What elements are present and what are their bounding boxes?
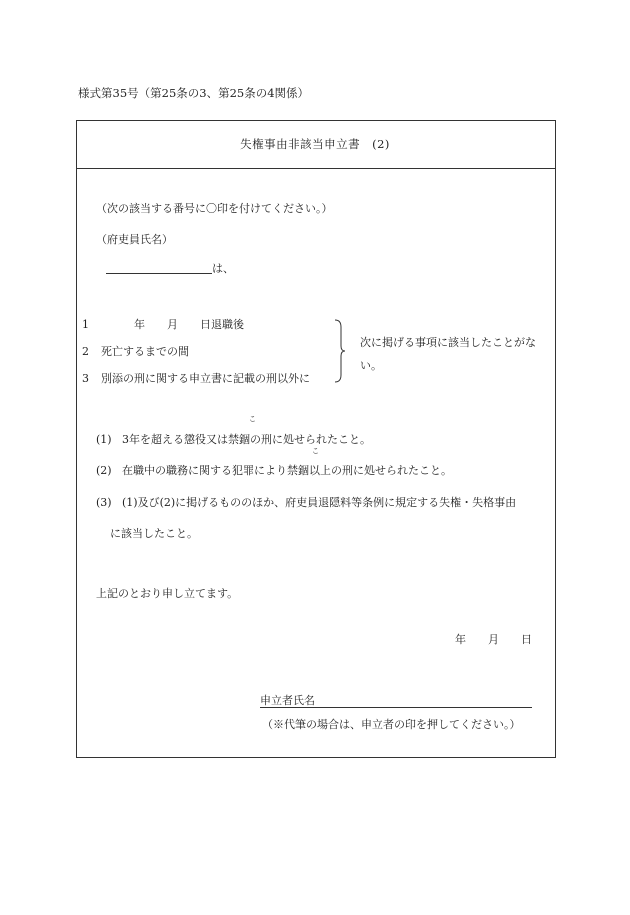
name-suffix: は、 (212, 262, 234, 275)
ruby-annotation: こ (312, 447, 319, 455)
list-item-text: 年 月 日退職後 (134, 318, 244, 331)
declaration-text: 上記のとおり申し立てます。 (96, 587, 239, 600)
condition-text: 3年を超える懲役又は禁錮の刑に処せられたこと。 (122, 433, 371, 446)
list-item-number: 3 (82, 372, 89, 385)
condition-number: (3) (96, 496, 112, 509)
brace-text-line2: い。 (360, 359, 382, 372)
list-item-number: 1 (82, 318, 89, 331)
form-reference: 様式第35号（第25条の3、第25条の4関係） (78, 86, 310, 100)
instruction-text: （次の該当する番号に〇印を付けてください。） (96, 202, 333, 215)
brace-text-line1: 次に掲げる事項に該当したことがな (360, 336, 536, 349)
date-line: 年 月 日 (455, 633, 532, 646)
ruby-annotation: こ (249, 415, 256, 423)
condition-text: 在職中の職務に関する犯罪により禁錮以上の刑に処せられたこと。 (122, 464, 452, 477)
list-item-number: 2 (82, 345, 89, 358)
list-item-text: 別添の刑に関する申立書に記載の刑以外に (101, 372, 310, 385)
condition-number: (2) (96, 464, 112, 477)
name-blank-line[interactable] (106, 273, 212, 274)
name-label: （府吏員氏名） (96, 233, 173, 246)
applicant-signature-line[interactable] (260, 707, 532, 708)
right-brace-icon (334, 319, 346, 383)
proxy-note: （※代筆の場合は、申立者の印を押してください。） (262, 718, 521, 731)
condition-continuation: に該当したこと。 (110, 527, 198, 540)
condition-text: (1)及び(2)に掲げるもののほか、府吏員退隠料等条例に規定する失権・失格事由 (122, 496, 517, 509)
condition-number: (1) (96, 433, 112, 446)
title-divider (76, 168, 556, 169)
applicant-label: 申立者氏名 (260, 694, 315, 707)
list-item-text: 死亡するまでの間 (101, 345, 189, 358)
form-title: 失権事由非該当申立書 (2) (240, 137, 390, 151)
